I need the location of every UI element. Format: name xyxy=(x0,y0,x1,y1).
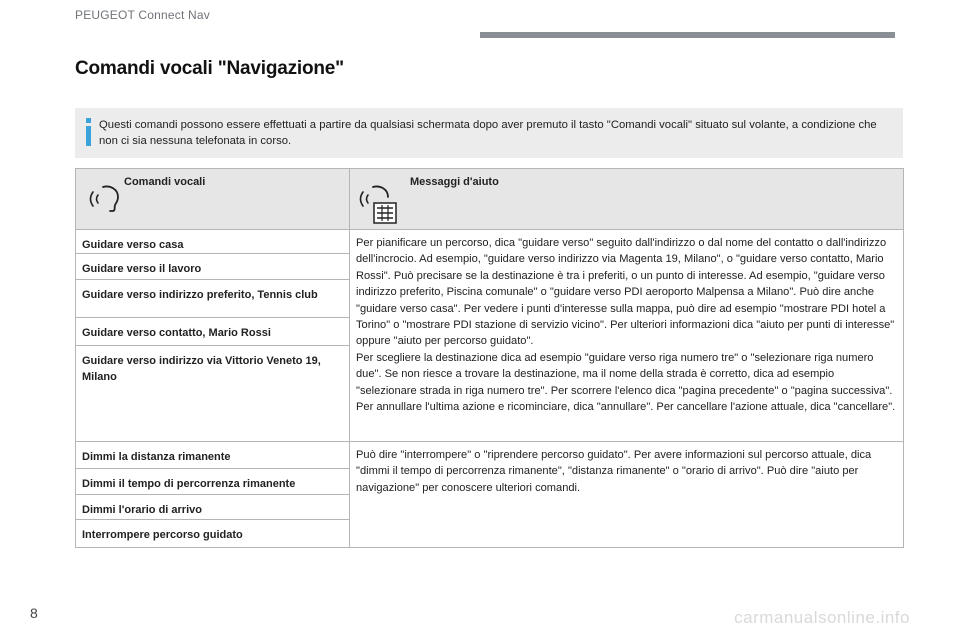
header-help xyxy=(350,169,904,230)
info-note-text: Questi comandi possono essere effettuati a partire da qualsiasi schermata dopo aver premuto il tasto "Comandi vocali" situato sul volante, a condizione che non ci sia nessuna telefonata in corso. xyxy=(99,119,877,147)
command-cell: Guidare verso indirizzo preferito, Tennis club xyxy=(76,280,350,318)
info-icon xyxy=(85,118,93,148)
help-cell-route xyxy=(350,230,904,442)
header-help-label: Messaggi d'aiuto xyxy=(410,176,499,188)
help-cell-navigation xyxy=(350,442,904,548)
watermark: carmanualsonline.info xyxy=(734,608,910,627)
command-cell: Guidare verso il lavoro xyxy=(76,254,350,280)
command-cell: Guidare verso contatto, Mario Rossi xyxy=(76,318,350,346)
header-commands-label: Comandi vocali xyxy=(124,176,206,188)
header-divider-bar xyxy=(480,32,895,38)
command-cell: Guidare verso casa xyxy=(76,230,350,254)
command-cell: Interrompere percorso guidato xyxy=(76,520,350,548)
info-note xyxy=(75,108,903,158)
command-cell: Dimmi l'orario di arrivo xyxy=(76,495,350,520)
voice-commands-table xyxy=(75,168,904,548)
page-title: Comandi vocali "Navigazione" xyxy=(75,58,344,79)
page-number: 8 xyxy=(30,605,38,621)
header-commands xyxy=(76,169,350,230)
help-text-route-2: Per scegliere la destinazione dica ad esempio "guidare verso riga numero tre" o "selezionare riga numero due". Se non riesce a trovare la destinazione, ma il nome della strada è corretto, dica ad esempio "selezionare strada in riga numero tre". Per scorrere l'elenco dica "pagina precedente" o "pagina successiva". Per annullare l'ultima azione e ricominciare, dica "annullare". Per cancellare l'azione attuale, dica "cancellare". xyxy=(356,351,896,414)
command-cell: Dimmi la distanza rimanente xyxy=(76,442,350,469)
voice-help-icon xyxy=(358,181,398,227)
brand-label: PEUGEOT Connect Nav xyxy=(75,8,210,22)
command-cell: Guidare verso indirizzo via Vittorio Veneto 19, Milano xyxy=(76,346,350,442)
command-cell: Dimmi il tempo di percorrenza rimanente xyxy=(76,469,350,495)
voice-command-icon xyxy=(88,181,124,217)
help-text-route-1: Per pianificare un percorso, dica "guidare verso" seguito dall'indirizzo o dal nome del contatto o dall'indirizzo dell'incrocio. Ad esempio, "guidare verso indirizzo via Magenta 19, Milano", o "guidare verso contatto, Mario Rossi". Può precisare se la destinazione è tra i preferiti, o un punto di interesse. Ad esempio, "guidare verso indirizzo preferito, Piscina comunale" o "guidare verso PDI aeroporto Malpensa a Milano". Può dire anche "guidare verso casa". Per vedere i punti d'interesse sulla mappa, può dire ad esempio "mostrare PDI hotel a Torino" o "mostrare PDI stazione di servizio vicino". Per ulteriori informazioni dica "aiuto per punti di interesse" oppure "aiuto per percorso guidato". xyxy=(356,237,895,348)
help-text-navigation: Può dire "interrompere" o "riprendere percorso guidato". Per avere informazioni sul percorso attuale, dica "dimmi il tempo di percorrenza rimanente", "distanza rimanente" o "orario di arrivo". Può dire "aiuto per navigazione" per conoscere ulteriori comandi. xyxy=(356,449,872,494)
